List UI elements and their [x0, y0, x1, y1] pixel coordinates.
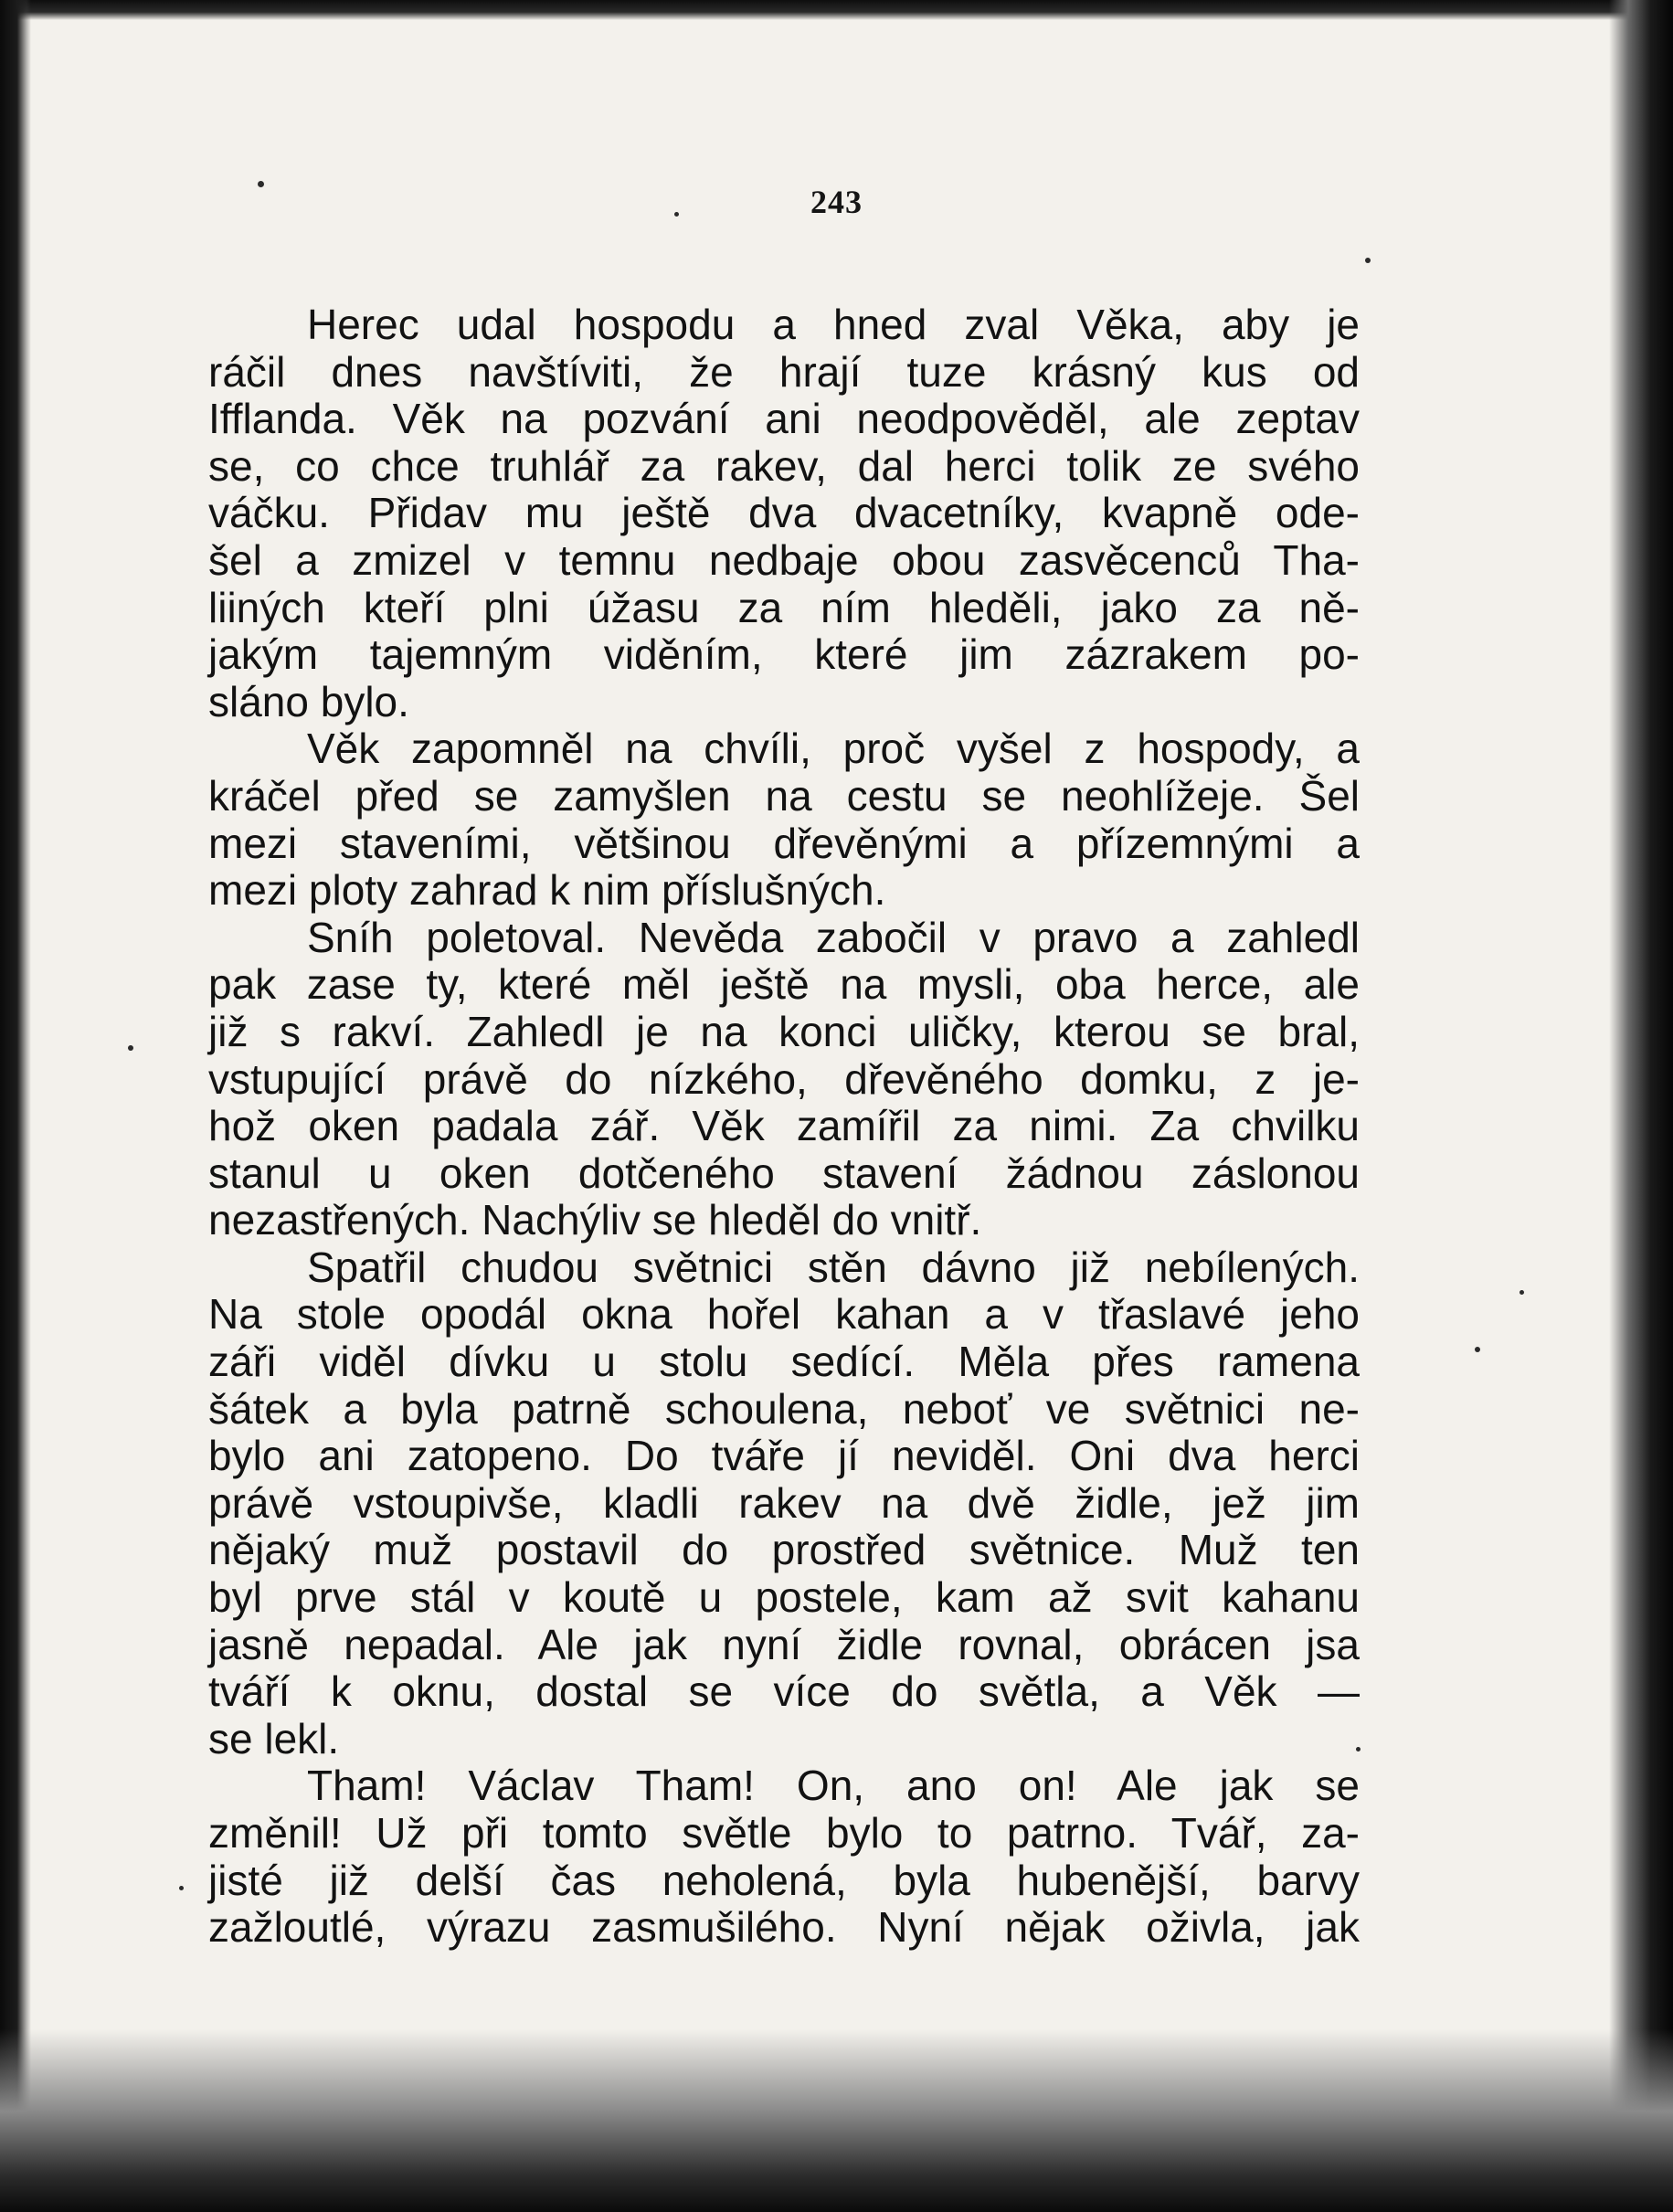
scan-border-left	[0, 0, 31, 2212]
text-line: se lekl.	[208, 1714, 340, 1762]
text-line: pak zase ty, které měl ještě na mysli, oba herce, ale	[208, 960, 1360, 1009]
text-line: Sníh poletoval. Nevěda zabočil v pravo a zahledl	[307, 913, 1360, 961]
text-line: sláno bylo.	[208, 677, 409, 725]
scan-border-right	[1609, 0, 1673, 2212]
scan-border-bottom	[0, 2029, 1673, 2212]
text-line: šátek a byla patrně schoulena, neboť ve světnici ne-	[208, 1384, 1360, 1433]
scan-speck	[128, 1045, 133, 1051]
text-line: nějaký muž postavil do prostřed světnice. Muž ten	[208, 1526, 1360, 1574]
text-line: jisté již delší čas neholená, byla hubenější, barvy	[208, 1856, 1360, 1904]
text-line: šel a zmizel v temnu nedbaje obou zasvěcenců Tha-	[208, 535, 1360, 584]
text-line: zažloutlé, výrazu zasmušilého. Nyní nějak oživla, jak	[208, 1903, 1360, 1952]
text-line: bylo ani zatopeno. Do tváře jí neviděl. Oni dva herci	[208, 1432, 1360, 1480]
text-line: právě vstoupivše, kladli rakev na dvě židle, jež jim	[208, 1478, 1360, 1527]
text-line: mezi staveními, většinou dřevěnými a přízemnými a	[208, 819, 1360, 867]
scan-speck	[1365, 258, 1371, 263]
scan-speck	[179, 1886, 184, 1890]
text-line: kráčel před se zamyšlen na cestu se neohlížeje. Šel	[208, 771, 1360, 820]
scan-border-top	[0, 0, 1673, 20]
text-line: váčku. Přidav mu ještě dva dvacetníky, kvapně ode-	[208, 489, 1360, 537]
body-text	[208, 302, 1360, 1952]
text-line: ráčil dnes navštíviti, že hrají tuze krásný kus od	[208, 347, 1360, 396]
text-line: Na stole opodál okna hořel kahan a v třaslavé jeho	[208, 1290, 1360, 1339]
text-line: Ifflanda. Věk na pozvání ani neodpověděl, ale zeptav	[208, 395, 1360, 443]
text-line: Spatřil chudou světnici stěn dávno již nebílených.	[307, 1243, 1360, 1291]
text-line: změnil! Už při tomto světle bylo to patrno. Tvář, za-	[208, 1809, 1360, 1857]
text-line: záři viděl dívku u stolu sedící. Měla přes ramena	[208, 1338, 1360, 1386]
text-line: nezastřených. Nachýliv se hleděl do vnitř.	[208, 1196, 982, 1244]
text-line: již s rakví. Zahledl je na konci uličky, kterou se bral,	[208, 1007, 1360, 1055]
paragraph	[208, 302, 1360, 725]
text-line: Herec udal hospodu a hned zval Věka, aby je	[307, 301, 1360, 348]
text-line: tváří k oknu, dostal se více do světla, a Věk —	[208, 1667, 1360, 1716]
text-line: Tham! Václav Tham! On, ano on! Ale jak se	[307, 1762, 1360, 1810]
paragraph	[208, 1762, 1360, 1951]
paragraph	[208, 725, 1360, 914]
paragraph	[208, 915, 1360, 1244]
text-line: stanul u oken dotčeného stavení žádnou záslonou	[208, 1148, 1360, 1197]
scan-speck	[1475, 1347, 1480, 1352]
text-line: hož oken padala zář. Věk zamířil za nimi. Za chvilku	[208, 1102, 1360, 1150]
text-line: vstupující právě do nízkého, dřevěného domku, z je-	[208, 1054, 1360, 1103]
text-line: liiných kteří plni úžasu za ním hleděli, jako za ně-	[208, 583, 1360, 631]
scan-speck	[1519, 1290, 1524, 1295]
text-line: byl prve stál v koutě u postele, kam až svit kahanu	[208, 1573, 1360, 1622]
page-number: 243	[810, 184, 863, 220]
text-line: jakým tajemným viděním, které jim zázrakem po-	[208, 630, 1360, 679]
text-line: mezi ploty zahrad k nim příslušných.	[208, 866, 886, 915]
text-line: jasně nepadal. Ale jak nyní židle rovnal, obrácen jsa	[208, 1620, 1360, 1668]
text-line: se, co chce truhlář za rakev, dal herci tolik ze svého	[208, 441, 1360, 490]
text-line: Věk zapomněl na chvíli, proč vyšel z hospody, a	[307, 725, 1360, 773]
paragraph	[208, 1244, 1360, 1763]
